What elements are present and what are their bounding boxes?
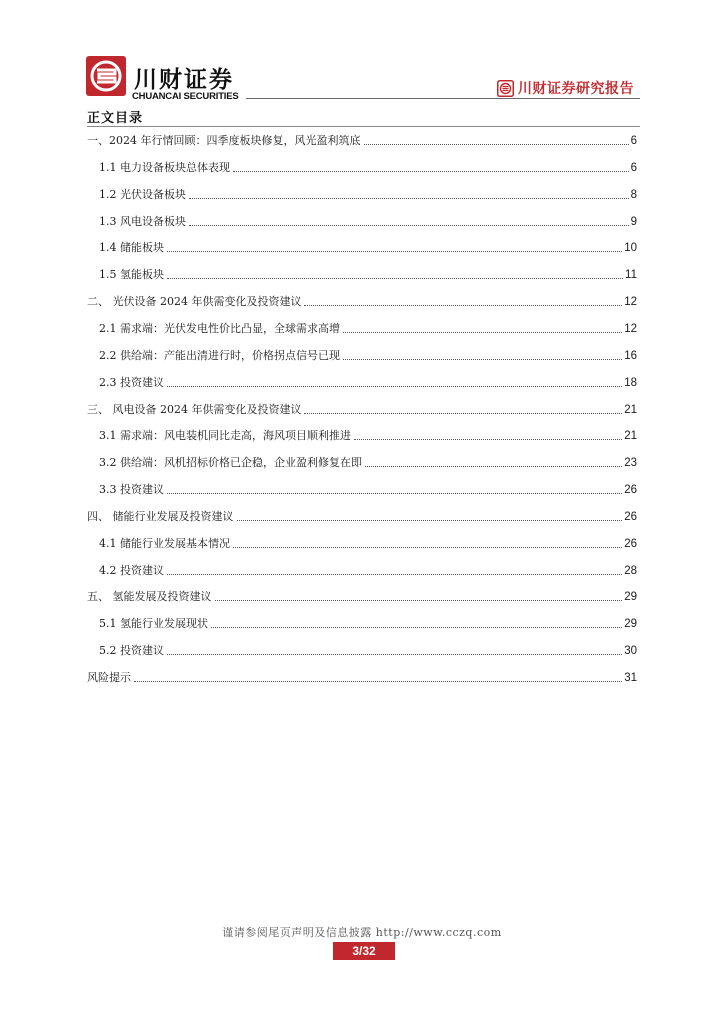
toc-entry[interactable] <box>99 454 637 470</box>
toc-leader-dots <box>167 250 622 252</box>
toc-entry[interactable] <box>99 374 637 390</box>
toc-entry-page: 29 <box>624 618 637 631</box>
toc-leader-dots <box>304 304 622 306</box>
toc-entry-label: 2.1 需求端：光伏发电性价比凸显，全球需求高增 <box>99 321 340 335</box>
toc-entry-label: 3.3 投资建议 <box>99 483 164 497</box>
toc-leader-dots <box>167 385 622 387</box>
toc-entry-page: 21 <box>624 430 637 443</box>
toc-entry-label: 5.2 投资建议 <box>99 644 164 658</box>
toc-leader-dots <box>134 680 622 682</box>
toc-entry-label: 4.1 储能行业发展基本情况 <box>99 536 230 550</box>
toc-leader-dots <box>343 331 622 333</box>
toc-entry-label: 风险提示 <box>87 671 131 684</box>
toc-entry[interactable] <box>99 347 637 363</box>
toc-leader-dots <box>167 573 622 575</box>
toc-entry[interactable] <box>87 508 637 524</box>
toc-entry[interactable] <box>99 186 637 202</box>
page-number: 3/32 <box>333 942 395 960</box>
toc-entry-label: 1.5 氢能板块 <box>99 268 164 282</box>
toc-leader-dots <box>215 599 623 601</box>
toc-entry[interactable] <box>99 615 637 631</box>
footer-disclaimer: 谨请参阅尾页声明及信息披露 http://www.cczq.com <box>222 926 502 939</box>
toc-entry[interactable] <box>99 642 637 658</box>
toc-entry[interactable] <box>99 481 637 497</box>
toc-entry[interactable] <box>99 159 637 175</box>
toc-leader-dots <box>365 465 622 467</box>
toc-leader-dots <box>233 170 629 172</box>
toc-entry[interactable] <box>87 293 637 309</box>
toc-entry-page: 26 <box>624 537 637 550</box>
toc-entry-label: 1.1 电力设备板块总体表现 <box>99 160 230 174</box>
toc-entry-label: 4.2 投资建议 <box>99 563 164 577</box>
toc-leader-dots <box>189 197 629 199</box>
page-header <box>0 0 724 110</box>
toc-entry-page: 18 <box>624 376 637 389</box>
toc-entry[interactable] <box>87 401 637 417</box>
toc-entry[interactable] <box>87 669 637 685</box>
toc-leader-dots <box>189 224 629 226</box>
toc-entry-page: 29 <box>624 591 637 604</box>
toc-entry-page: 28 <box>624 564 637 577</box>
toc-entry[interactable] <box>87 132 637 148</box>
toc-entry-page: 6 <box>630 135 637 147</box>
toc-entry-page: 31 <box>624 672 637 684</box>
toc-entry-page: 12 <box>624 296 637 309</box>
toc-entry-label: 1.2 光伏设备板块 <box>99 187 186 201</box>
toc-entry[interactable] <box>99 427 637 443</box>
toc-entry-label: 2.3 投资建议 <box>99 375 164 389</box>
toc-leader-dots <box>233 546 622 548</box>
toc-entry-page: 16 <box>624 349 637 362</box>
toc-entry[interactable] <box>99 239 637 255</box>
header-divider <box>246 98 640 99</box>
toc-entry-label: 四、 储能行业发展及投资建议 <box>87 509 234 523</box>
toc-entry[interactable] <box>99 213 637 229</box>
toc-leader-dots <box>211 626 622 628</box>
toc-entry-label: 2.2 供给端：产能出清进行时，价格拐点信号已现 <box>99 348 340 362</box>
toc-entry-label: 一、2024 年行情回顾：四季度板块修复，风光盈利筑底 <box>87 134 361 147</box>
toc-entry-label: 1.4 储能板块 <box>99 241 164 255</box>
toc-entry-label: 3.2 供给端：风机招标价格已企稳，企业盈利修复在即 <box>99 456 362 470</box>
company-name-en: CHUANCAI SECURITIES <box>132 91 239 102</box>
toc-entry-page: 10 <box>624 242 637 255</box>
toc-entry[interactable] <box>99 562 637 578</box>
toc-leader-dots <box>167 492 622 494</box>
toc-entry-page: 26 <box>624 510 637 523</box>
toc-entry[interactable] <box>99 320 637 336</box>
toc-entry-page: 9 <box>630 215 637 228</box>
report-badge <box>497 78 634 98</box>
toc-entry-page: 8 <box>630 188 637 201</box>
toc-leader-dots <box>237 519 623 521</box>
toc-entry-label: 5.1 氢能行业发展现状 <box>99 617 208 631</box>
toc-entry-page: 26 <box>624 484 637 497</box>
toc-leader-dots <box>304 412 622 414</box>
toc-leader-dots <box>167 653 622 655</box>
company-name-cn: 川财证券 <box>134 67 234 93</box>
brand-mark-icon <box>497 80 514 97</box>
toc-title: 正文目录 <box>87 111 144 126</box>
toc-entry-label: 二、 光伏设备 2024 年供需变化及投资建议 <box>87 295 302 309</box>
toc-entry-page: 6 <box>630 161 637 174</box>
toc-entry-label: 五、 氢能发展及投资建议 <box>87 590 212 604</box>
toc-leader-dots <box>354 438 622 440</box>
company-logo-icon <box>86 56 126 96</box>
toc-leader-dots <box>343 358 622 360</box>
toc-entry-label: 1.3 风电设备板块 <box>99 214 186 228</box>
toc-entry-page: 21 <box>624 403 637 416</box>
toc-title-divider <box>87 126 640 127</box>
report-label: 川财证券研究报告 <box>518 81 634 97</box>
toc-entry[interactable] <box>99 535 637 551</box>
toc-entry-page: 11 <box>625 269 637 282</box>
toc-entry[interactable] <box>99 266 637 282</box>
toc-entry-page: 30 <box>624 645 637 658</box>
toc-entry[interactable] <box>87 588 637 604</box>
toc-entry-page: 23 <box>624 457 637 470</box>
toc-entry-page: 12 <box>624 322 637 335</box>
toc-leader-dots <box>167 277 623 279</box>
toc-leader-dots <box>364 143 629 145</box>
toc-entry-label: 三、 风电设备 2024 年供需变化及投资建议 <box>87 402 302 416</box>
toc-entry-label: 3.1 需求端：风电装机同比走高，海风项目顺利推进 <box>99 429 351 443</box>
